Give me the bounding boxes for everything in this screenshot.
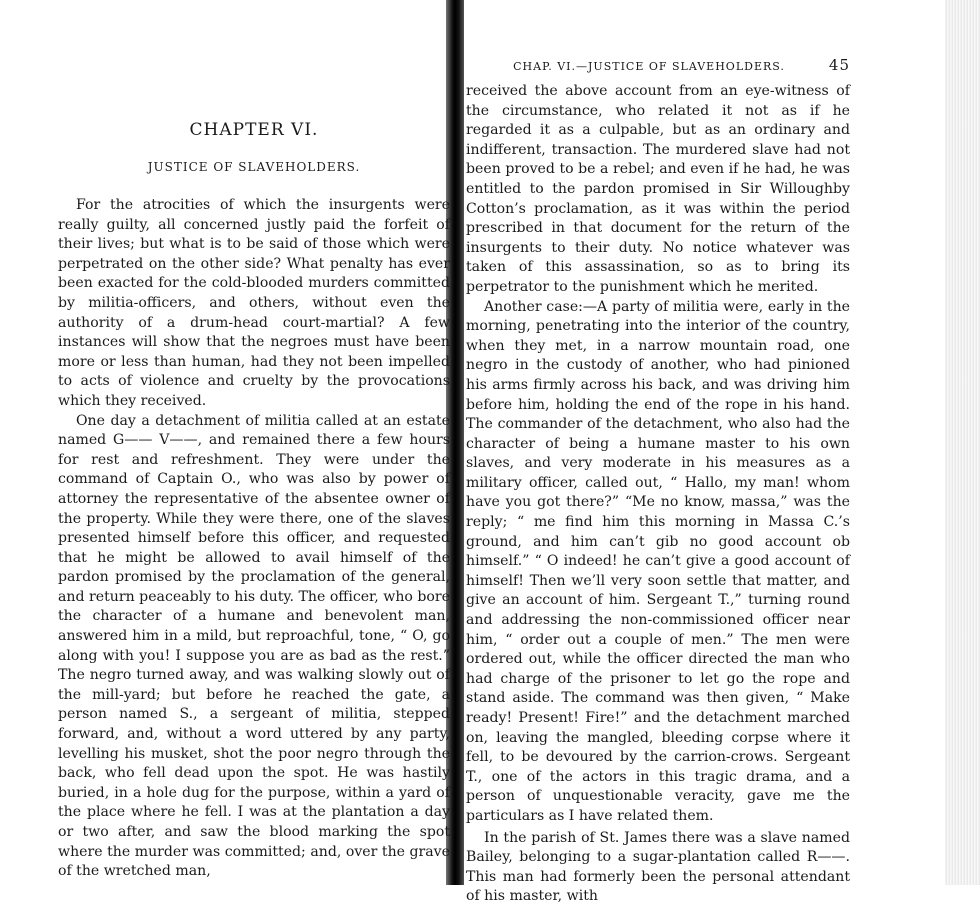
page-edge (945, 0, 980, 885)
chapter-title: CHAPTER VI. (189, 120, 319, 140)
right-page (466, 56, 850, 907)
running-title: CHAP. VI.—JUSTICE OF SLAVEHOLDERS. (513, 60, 785, 73)
left-page (58, 120, 450, 882)
page-number: 45 (828, 56, 850, 74)
paragraph: received the above account from an eye-witness of the circumstance, who related it not as if he regarded it as a culpable, but as an ordinary and indifferent, transaction. The murdered slave had not been proved to be a rebel; and even if he had, he was entitled to the pardon promised in Sir Willoughby Cotton’s proclamation, as it was within the period prescribed in that document for the return of the insurgents to their duty. No notice whatever was taken of this assassination, so as to bring its perpetrator to the punishment which he merited. (466, 83, 850, 295)
paragraph: Another case:—A party of militia were, early in the morning, penetrating into the interior of the country, when they met, in a narrow mountain road, one negro in the custody of another, who had pinioned his arms firmly across his back, and was driving him before him, holding the end of the rope in his hand. The commander of the detachment, who also had the character of being a humane master to his own slaves, and very moderate in his measures as a military officer, called out, “ Hallo, my man! whom have you got there?” “Me no know, massa,” was the reply; “ me find him this morning in Massa C.’s ground, and him can’t gib no good account ob himself.” “ O indeed! he can’t give a good account of himself! Then we’ll very soon settle that matter, and give an account of him. Sergeant T.,” turning round and addressing the non-commissioned officer near him, “ order out a couple of men.” The men were ordered out, while the officer directed the man who had charge of the prisoner to let go the rope and stand aside. The command was then given, “ Make ready! Present! Fire!” and the detachment marched on, leaving the mangled, bleeding corpse where it fell, to be devoured by the carrion-crows. Sergeant T., one of the actors in this tragic drama, and a person of unquestionable veracity, gave me the particulars as I have related them. (466, 298, 850, 824)
paragraph: One day a detachment of militia called at an estate named G—— V——, and remained there a few hours for rest and refreshment. They were under the command of Captain O., who was also by power of attorney the representative of the absentee owner of the property. While they were there, one of the slaves presented himself before this officer, and requested that he might be allowed to avail himself of the pardon promised by the proclamation of the general, and return peaceably to his duty. The officer, who bore the character of a humane and benevolent man, answered him in a mild, but reproachful, tone, “ O, go along with you! I suppose you are as bad as the rest.” The negro turned away, and was walking slowly out of the mill-yard; but before he reached the gate, a person named S., a sergeant of militia, stepped forward, and, without a word uttered by any party, levelling his musket, shot the poor negro through the back, who fell dead upon the spot. He was hastily buried, in a hole dug for the purpose, within a yard of the place where he fell. I was at the plantation a day or two after, and saw the blood marking the spot where the murder was committed; and, over the grave of the wretched man, (58, 412, 450, 880)
paragraph: For the atrocities of which the insurgents were really guilty, all concerned justly paid the forfeit of their lives; but what is to be said of those which were perpetrated on the other side? What penalty has ever been exacted for the cold-blooded murders committed by militia-officers, and others, without even the authority of a drum-head court-martial? A few instances will show that the negroes must have been more or less than human, had they not been impelled to acts of violence and cruelty by the provocations which they received. (58, 197, 450, 409)
left-page-text (58, 196, 450, 882)
running-head (466, 56, 850, 74)
chapter-subtitle: JUSTICE OF SLAVEHOLDERS. (147, 160, 361, 174)
right-page-text (466, 82, 850, 907)
paragraph: In the parish of St. James there was a slave named Bailey, belonging to a sugar-plantation called R——. This man had formerly been the personal attendant of his master, with (466, 829, 850, 905)
